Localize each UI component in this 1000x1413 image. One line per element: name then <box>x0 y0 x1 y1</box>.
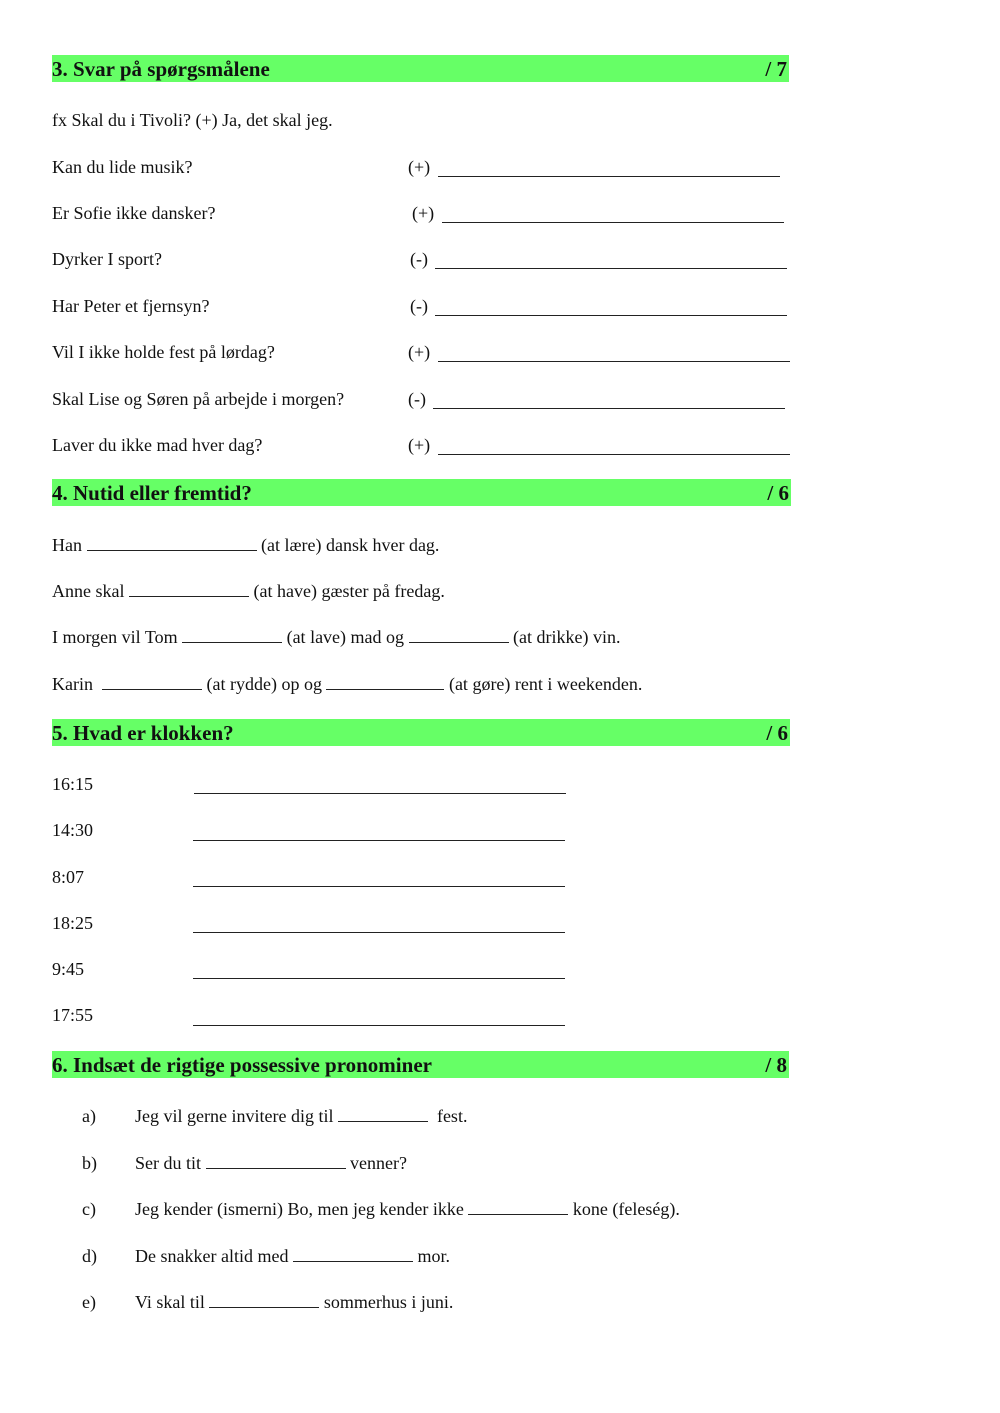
time-answer-line[interactable] <box>193 932 565 933</box>
fill-blank[interactable] <box>338 1105 428 1122</box>
time-answer-line[interactable] <box>193 840 565 841</box>
list-item <box>135 1198 680 1220</box>
item-text: De snakker altid med <box>135 1246 289 1266</box>
section-score: / 8 <box>765 1053 787 1077</box>
answer-line[interactable] <box>435 315 787 316</box>
item-text: Jeg kender (ismerni) Bo, men jeg kender ikke <box>135 1199 464 1219</box>
section-4-header <box>52 479 791 506</box>
sentence-text: (at lære) dansk hver dag. <box>261 535 440 555</box>
sentence-text: Anne skal <box>52 581 125 601</box>
question-text: Er Sofie ikke dansker? <box>52 203 216 223</box>
section-5-header <box>52 719 790 746</box>
answer-line[interactable] <box>433 408 785 409</box>
fill-blank[interactable] <box>206 1152 346 1169</box>
fill-blank[interactable] <box>209 1291 319 1308</box>
list-item <box>135 1245 450 1267</box>
section-6-header <box>52 1051 789 1078</box>
section-title: 5. Hvad er klokken? <box>52 721 234 745</box>
section-3-header <box>52 55 789 82</box>
fill-blank[interactable] <box>326 673 444 690</box>
item-text: Ser du tit <box>135 1153 201 1173</box>
item-letter: e) <box>82 1292 96 1312</box>
question-text: Dyrker I sport? <box>52 249 162 269</box>
answer-sign: (-) <box>410 296 428 316</box>
item-letter: d) <box>82 1246 97 1266</box>
section-title: 3. Svar på spørgsmålene <box>52 57 270 81</box>
item-letter: a) <box>82 1106 96 1126</box>
section-score: / 6 <box>767 481 789 505</box>
answer-sign: (+) <box>408 435 431 455</box>
section-title: 6. Indsæt de rigtige possessive pronominer <box>52 1053 432 1077</box>
item-letter: b) <box>82 1153 97 1173</box>
answer-line[interactable] <box>438 361 790 362</box>
item-text: mor. <box>417 1246 450 1266</box>
question-text: Kan du lide musik? <box>52 157 193 177</box>
answer-sign: (+) <box>408 157 431 177</box>
item-text: kone (feleség). <box>572 1199 680 1219</box>
sentence-text: (at gøre) rent i weekenden. <box>448 674 643 694</box>
sentence-text: I morgen vil Tom <box>52 627 178 647</box>
list-item <box>135 1152 407 1174</box>
time-label: 9:45 <box>52 959 85 979</box>
sentence-text: Han <box>52 535 82 555</box>
answer-sign: (-) <box>410 249 428 269</box>
time-label: 17:55 <box>52 1005 94 1025</box>
sentence-text: (at rydde) op og <box>206 674 322 694</box>
time-answer-line[interactable] <box>193 886 565 887</box>
example-sentence: fx Skal du i Tivoli? (+) Ja, det skal jeg. <box>52 110 333 130</box>
item-text: fest. <box>436 1106 468 1126</box>
sentence-text: (at have) gæster på fredag. <box>253 581 445 601</box>
sentence-1 <box>52 534 439 556</box>
fill-blank[interactable] <box>409 626 509 643</box>
list-item <box>135 1105 467 1127</box>
list-item <box>135 1291 453 1313</box>
question-text: Skal Lise og Søren på arbejde i morgen? <box>52 389 345 409</box>
answer-line[interactable] <box>442 222 784 223</box>
sentence-text: (at drikke) vin. <box>513 627 621 647</box>
time-answer-line[interactable] <box>194 793 566 794</box>
question-text: Har Peter et fjernsyn? <box>52 296 210 316</box>
sentence-2 <box>52 580 445 602</box>
time-label: 14:30 <box>52 820 94 840</box>
question-text: Laver du ikke mad hver dag? <box>52 435 263 455</box>
question-text: Vil I ikke holde fest på lørdag? <box>52 342 275 362</box>
fill-blank[interactable] <box>468 1198 568 1215</box>
item-text: Vi skal til <box>135 1292 205 1312</box>
answer-sign: (+) <box>412 203 435 223</box>
sentence-3 <box>52 626 621 648</box>
item-text: sommerhus i juni. <box>323 1292 454 1312</box>
time-answer-line[interactable] <box>193 1025 565 1026</box>
fill-blank[interactable] <box>293 1245 413 1262</box>
fill-blank[interactable] <box>182 626 282 643</box>
item-text: venner? <box>350 1153 407 1173</box>
answer-sign: (-) <box>408 389 426 409</box>
answer-line[interactable] <box>435 268 787 269</box>
time-label: 8:07 <box>52 867 85 887</box>
fill-blank[interactable] <box>102 673 202 690</box>
item-text: Jeg vil gerne invitere dig til <box>135 1106 334 1126</box>
sentence-text: (at lave) mad og <box>286 627 405 647</box>
answer-sign: (+) <box>408 342 431 362</box>
answer-line[interactable] <box>438 454 790 455</box>
answer-line[interactable] <box>438 176 780 177</box>
time-label: 16:15 <box>52 774 94 794</box>
sentence-4 <box>52 673 642 695</box>
item-letter: c) <box>82 1199 96 1219</box>
section-score: / 6 <box>766 721 788 745</box>
fill-blank[interactable] <box>129 580 249 597</box>
section-score: / 7 <box>765 57 787 81</box>
section-title: 4. Nutid eller fremtid? <box>52 481 252 505</box>
time-label: 18:25 <box>52 913 94 933</box>
fill-blank[interactable] <box>87 534 257 551</box>
sentence-text: Karin <box>52 674 93 694</box>
time-answer-line[interactable] <box>193 978 565 979</box>
